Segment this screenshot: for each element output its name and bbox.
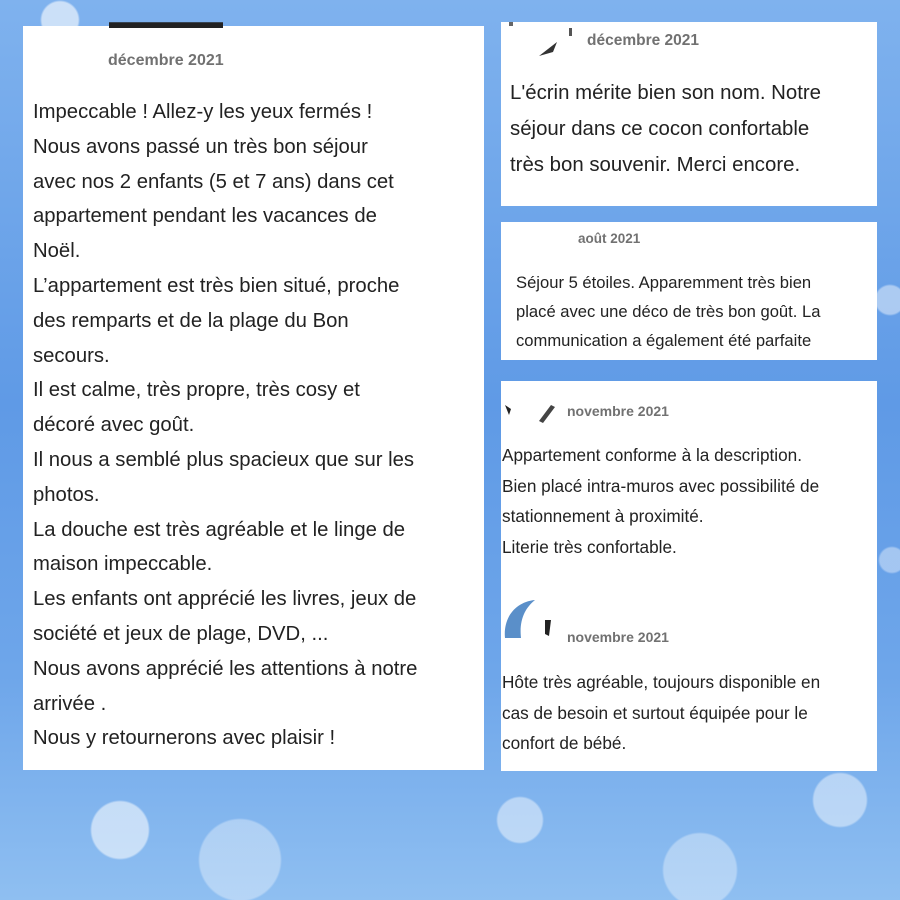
review-line: L'écrin mérite bien son nom. Notre xyxy=(510,82,822,104)
review-line: Literie très confortable. xyxy=(502,536,677,557)
review-card xyxy=(501,222,877,360)
review-card xyxy=(23,12,484,770)
review-line: société et jeux de plage, DVD, ... xyxy=(33,622,329,645)
review-text xyxy=(510,75,890,183)
review-item xyxy=(501,596,877,771)
review-line: appartement pendant les vacances de xyxy=(33,205,377,228)
review-date: août 2021 xyxy=(578,231,641,246)
avatar-cropped xyxy=(501,598,557,644)
review-text xyxy=(502,667,882,759)
review-line: photos. xyxy=(33,483,100,506)
review-text xyxy=(33,95,488,756)
review-line: cas de besoin et surtout équipée pour le xyxy=(502,702,808,723)
review-date: décembre 2021 xyxy=(108,52,224,69)
review-line: Noël. xyxy=(33,240,81,263)
review-line: placé avec une déco de très bon goût. La xyxy=(516,302,821,321)
review-line: confort de bébé. xyxy=(502,733,627,753)
review-line: Nous avons passé un très bon séjour xyxy=(33,135,368,158)
reviewer-name-cropped: ▬▬▬▬▬▬ xyxy=(109,12,223,33)
review-line: Nous avons apprécié les attentions à notre xyxy=(33,657,418,680)
review-text xyxy=(502,440,882,562)
review-line: avec nos 2 enfants (5 et 7 ans) dans cet xyxy=(33,170,394,193)
review-line: secours. xyxy=(33,344,110,367)
review-line: Les enfants ont apprécié les livres, jeux de xyxy=(33,588,417,611)
review-card xyxy=(501,22,877,206)
review-line: Il est calme, très propre, très cosy et xyxy=(33,379,360,402)
avatar-cropped xyxy=(509,22,579,58)
review-line: séjour dans ce cocon confortable xyxy=(510,118,810,140)
review-card-stack xyxy=(501,381,877,771)
review-date: novembre 2021 xyxy=(567,403,669,419)
review-line: des remparts et de la plage du Bon xyxy=(33,309,349,332)
review-line: stationnement à proximité. xyxy=(502,506,704,526)
review-line: Séjour 5 étoiles. Apparemment très bien xyxy=(516,273,812,292)
review-line: Bien placé intra-muros avec possibilité de xyxy=(502,475,820,496)
review-line: arrivée . xyxy=(33,692,107,715)
review-line: très bon souvenir. Merci encore. xyxy=(510,154,801,176)
review-date: novembre 2021 xyxy=(567,629,669,645)
review-line: communication a également été parfaite xyxy=(516,331,812,350)
review-line: Impeccable ! Allez-y les yeux fermés ! xyxy=(33,101,373,123)
avatar-cropped xyxy=(503,399,557,425)
review-line: Il nous a semblé plus spacieux que sur les xyxy=(33,448,415,471)
review-line: Appartement conforme à la description. xyxy=(502,445,802,465)
review-date: décembre 2021 xyxy=(587,32,700,49)
review-line: décoré avec goût. xyxy=(33,414,195,437)
review-line: Nous y retournerons avec plaisir ! xyxy=(33,727,336,750)
review-text xyxy=(516,268,886,355)
review-line: L’appartement est très bien situé, proche xyxy=(33,274,400,297)
review-item xyxy=(501,381,877,571)
review-line: Hôte très agréable, toujours disponible en xyxy=(502,672,821,692)
review-line: La douche est très agréable et le linge de xyxy=(33,518,406,541)
review-line: maison impeccable. xyxy=(33,553,213,576)
